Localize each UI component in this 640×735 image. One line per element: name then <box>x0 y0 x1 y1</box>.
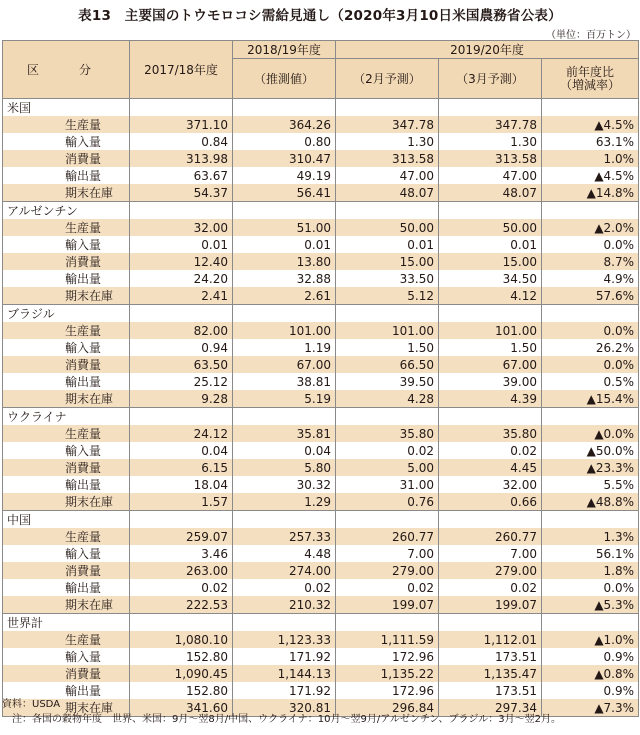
empty-cell <box>233 408 336 426</box>
value-yoy-rate: ▲0.8% <box>542 665 639 682</box>
value-mar-forecast: 260.77 <box>439 528 542 545</box>
value-feb-forecast: 15.00 <box>336 253 439 270</box>
value-mar-forecast: 7.00 <box>439 545 542 562</box>
item-label: 輸入量 <box>3 236 130 253</box>
value-mar-forecast: 1,135.47 <box>439 665 542 682</box>
value-mar-forecast: 67.00 <box>439 356 542 373</box>
table-row <box>3 425 639 442</box>
value-2017-18: 3.46 <box>130 545 233 562</box>
empty-cell <box>439 99 542 117</box>
country-row <box>3 99 639 117</box>
country-row <box>3 614 639 632</box>
value-mar-forecast: 48.07 <box>439 184 542 202</box>
item-label: 輸出量 <box>3 373 130 390</box>
empty-cell <box>233 202 336 220</box>
value-mar-forecast: 0.01 <box>439 236 542 253</box>
value-feb-forecast: 1.30 <box>336 133 439 150</box>
header-category: 区 分 <box>3 41 130 99</box>
item-label: 輸入量 <box>3 442 130 459</box>
table-row <box>3 116 639 133</box>
value-feb-forecast: 260.77 <box>336 528 439 545</box>
value-feb-forecast: 33.50 <box>336 270 439 287</box>
empty-cell <box>542 202 639 220</box>
value-yoy-rate: 26.2% <box>542 339 639 356</box>
empty-cell <box>542 614 639 632</box>
value-mar-forecast: 0.02 <box>439 579 542 596</box>
value-2018-19: 0.01 <box>233 236 336 253</box>
value-2018-19: 171.92 <box>233 648 336 665</box>
table-body <box>3 99 639 717</box>
value-2017-18: 1.57 <box>130 493 233 511</box>
empty-cell <box>233 99 336 117</box>
item-label: 輸出量 <box>3 167 130 184</box>
empty-cell <box>439 511 542 529</box>
empty-cell <box>336 408 439 426</box>
value-2018-19: 2.61 <box>233 287 336 305</box>
empty-cell <box>439 614 542 632</box>
value-2018-19: 38.81 <box>233 373 336 390</box>
value-2017-18: 222.53 <box>130 596 233 614</box>
value-yoy-rate: 1.8% <box>542 562 639 579</box>
footnotes <box>2 697 561 727</box>
table-row <box>3 150 639 167</box>
header-mar-forecast: （3月予測） <box>439 59 542 99</box>
country-name: アルゼンチン <box>3 202 130 220</box>
value-2017-18: 0.02 <box>130 579 233 596</box>
table-row <box>3 322 639 339</box>
value-mar-forecast: 313.58 <box>439 150 542 167</box>
empty-cell <box>336 305 439 323</box>
value-2018-19: 257.33 <box>233 528 336 545</box>
value-mar-forecast: 1.30 <box>439 133 542 150</box>
item-label: 消費量 <box>3 356 130 373</box>
value-2018-19: 4.48 <box>233 545 336 562</box>
table-row <box>3 596 639 614</box>
value-yoy-rate: 4.9% <box>542 270 639 287</box>
value-mar-forecast: 4.12 <box>439 287 542 305</box>
value-2017-18: 24.12 <box>130 425 233 442</box>
value-2017-18: 259.07 <box>130 528 233 545</box>
empty-cell <box>130 511 233 529</box>
value-2018-19: 0.02 <box>233 579 336 596</box>
value-yoy-rate: ▲23.3% <box>542 459 639 476</box>
empty-cell <box>130 99 233 117</box>
item-label: 輸出量 <box>3 579 130 596</box>
table-row <box>3 648 639 665</box>
empty-cell <box>233 305 336 323</box>
value-yoy-rate: ▲50.0% <box>542 442 639 459</box>
item-label: 輸出量 <box>3 682 130 699</box>
value-yoy-rate: 5.5% <box>542 476 639 493</box>
fiscal-year-note: 注：各国の穀物年度 世界、米国：9月～翌8月/中国、ウクライナ：10月～翌9月/アルゼンチン、ブラジル：3月～翌2月。 <box>12 714 562 725</box>
value-feb-forecast: 1,111.59 <box>336 631 439 648</box>
value-mar-forecast: 173.51 <box>439 648 542 665</box>
value-2018-19: 274.00 <box>233 562 336 579</box>
value-2017-18: 313.98 <box>130 150 233 167</box>
value-2018-19: 0.04 <box>233 442 336 459</box>
value-feb-forecast: 0.02 <box>336 579 439 596</box>
value-2017-18: 25.12 <box>130 373 233 390</box>
item-label: 輸入量 <box>3 648 130 665</box>
empty-cell <box>542 99 639 117</box>
table-row <box>3 373 639 390</box>
value-feb-forecast: 296.84 <box>336 699 439 717</box>
value-yoy-rate: 1.0% <box>542 150 639 167</box>
item-label: 輸出量 <box>3 476 130 493</box>
value-yoy-rate: ▲15.4% <box>542 390 639 408</box>
empty-cell <box>336 99 439 117</box>
value-yoy-rate: 0.0% <box>542 236 639 253</box>
value-2017-18: 152.80 <box>130 648 233 665</box>
value-2017-18: 54.37 <box>130 184 233 202</box>
empty-cell <box>233 511 336 529</box>
value-2017-18: 0.04 <box>130 442 233 459</box>
item-label: 消費量 <box>3 150 130 167</box>
header-2017-18: 2017/18年度 <box>130 41 233 99</box>
value-yoy-rate: 0.9% <box>542 682 639 699</box>
value-2017-18: 12.40 <box>130 253 233 270</box>
value-mar-forecast: 297.34 <box>439 699 542 717</box>
item-label: 生産量 <box>3 116 130 133</box>
item-label: 消費量 <box>3 562 130 579</box>
empty-cell <box>130 305 233 323</box>
item-label: 期末在庫 <box>3 390 130 408</box>
value-yoy-rate: 0.9% <box>542 648 639 665</box>
value-feb-forecast: 101.00 <box>336 322 439 339</box>
value-2017-18: 341.60 <box>130 699 233 717</box>
value-2018-19: 101.00 <box>233 322 336 339</box>
table-row <box>3 339 639 356</box>
value-mar-forecast: 50.00 <box>439 219 542 236</box>
value-2018-19: 210.32 <box>233 596 336 614</box>
item-label: 生産量 <box>3 219 130 236</box>
empty-cell <box>542 511 639 529</box>
value-feb-forecast: 31.00 <box>336 476 439 493</box>
empty-cell <box>439 305 542 323</box>
value-mar-forecast: 1.50 <box>439 339 542 356</box>
table-row <box>3 442 639 459</box>
value-2018-19: 5.80 <box>233 459 336 476</box>
empty-cell <box>439 408 542 426</box>
value-yoy-rate: ▲5.3% <box>542 596 639 614</box>
value-feb-forecast: 5.12 <box>336 287 439 305</box>
empty-cell <box>336 202 439 220</box>
table-row <box>3 390 639 408</box>
value-feb-forecast: 0.02 <box>336 442 439 459</box>
value-mar-forecast: 173.51 <box>439 682 542 699</box>
table-row <box>3 579 639 596</box>
value-2018-19: 1,123.33 <box>233 631 336 648</box>
header-2019-20: 2019/20年度 <box>336 41 639 59</box>
table-row <box>3 253 639 270</box>
value-yoy-rate: 0.0% <box>542 356 639 373</box>
value-feb-forecast: 313.58 <box>336 150 439 167</box>
value-2018-19: 171.92 <box>233 682 336 699</box>
header-yoy-line1: 前年度比 <box>566 64 615 79</box>
country-row <box>3 202 639 220</box>
value-2018-19: 32.88 <box>233 270 336 287</box>
value-mar-forecast: 35.80 <box>439 425 542 442</box>
unit-label: （単位：百万トン） <box>546 30 636 41</box>
value-feb-forecast: 39.50 <box>336 373 439 390</box>
value-yoy-rate: ▲0.0% <box>542 425 639 442</box>
value-2017-18: 0.84 <box>130 133 233 150</box>
value-yoy-rate: 56.1% <box>542 545 639 562</box>
item-label: 消費量 <box>3 253 130 270</box>
value-2018-19: 320.81 <box>233 699 336 717</box>
value-mar-forecast: 199.07 <box>439 596 542 614</box>
value-2018-19: 49.19 <box>233 167 336 184</box>
country-name: ブラジル <box>3 305 130 323</box>
value-yoy-rate: ▲48.8% <box>542 493 639 511</box>
value-yoy-rate: ▲4.5% <box>542 116 639 133</box>
header-yoy-line2: （増減率） <box>560 77 621 92</box>
empty-cell <box>542 305 639 323</box>
value-yoy-rate: 63.1% <box>542 133 639 150</box>
value-feb-forecast: 279.00 <box>336 562 439 579</box>
value-mar-forecast: 4.39 <box>439 390 542 408</box>
value-yoy-rate: 0.0% <box>542 579 639 596</box>
value-yoy-rate: ▲7.3% <box>542 699 639 717</box>
item-label: 輸入量 <box>3 133 130 150</box>
table-row <box>3 476 639 493</box>
header-2018-19: 2018/19年度 <box>233 41 336 59</box>
value-feb-forecast: 1,135.22 <box>336 665 439 682</box>
country-name: 世界計 <box>3 614 130 632</box>
value-2018-19: 67.00 <box>233 356 336 373</box>
value-yoy-rate: ▲1.0% <box>542 631 639 648</box>
table-row <box>3 287 639 305</box>
table-row <box>3 133 639 150</box>
value-2018-19: 1.29 <box>233 493 336 511</box>
value-feb-forecast: 1.50 <box>336 339 439 356</box>
value-yoy-rate: 8.7% <box>542 253 639 270</box>
value-2018-19: 56.41 <box>233 184 336 202</box>
table-row <box>3 545 639 562</box>
country-row <box>3 408 639 426</box>
value-2018-19: 13.80 <box>233 253 336 270</box>
table-row <box>3 167 639 184</box>
source-note: 資料：USDA <box>2 699 61 710</box>
value-mar-forecast: 347.78 <box>439 116 542 133</box>
value-feb-forecast: 5.00 <box>336 459 439 476</box>
value-2018-19: 364.26 <box>233 116 336 133</box>
header-yoy-rate <box>542 59 639 99</box>
table-title: 表13 主要国のトウモロコシ需給見通し（2020年3月10日米国農務省公表） <box>78 8 562 24</box>
value-mar-forecast: 39.00 <box>439 373 542 390</box>
value-yoy-rate: 0.0% <box>542 322 639 339</box>
value-2017-18: 63.50 <box>130 356 233 373</box>
value-feb-forecast: 4.28 <box>336 390 439 408</box>
value-2018-19: 51.00 <box>233 219 336 236</box>
value-2017-18: 1,090.45 <box>130 665 233 682</box>
value-feb-forecast: 347.78 <box>336 116 439 133</box>
value-feb-forecast: 7.00 <box>336 545 439 562</box>
value-mar-forecast: 4.45 <box>439 459 542 476</box>
header-feb-forecast: （2月予測） <box>336 59 439 99</box>
value-yoy-rate: ▲4.5% <box>542 167 639 184</box>
empty-cell <box>336 614 439 632</box>
item-label: 期末在庫 <box>3 699 130 717</box>
value-feb-forecast: 199.07 <box>336 596 439 614</box>
empty-cell <box>542 408 639 426</box>
value-mar-forecast: 0.02 <box>439 442 542 459</box>
value-mar-forecast: 0.66 <box>439 493 542 511</box>
item-label: 生産量 <box>3 425 130 442</box>
empty-cell <box>336 511 439 529</box>
value-feb-forecast: 0.01 <box>336 236 439 253</box>
value-mar-forecast: 32.00 <box>439 476 542 493</box>
item-label: 生産量 <box>3 322 130 339</box>
value-yoy-rate: ▲14.8% <box>542 184 639 202</box>
value-2018-19: 1.19 <box>233 339 336 356</box>
value-feb-forecast: 35.80 <box>336 425 439 442</box>
value-2017-18: 6.15 <box>130 459 233 476</box>
value-yoy-rate: ▲2.0% <box>542 219 639 236</box>
value-feb-forecast: 47.00 <box>336 167 439 184</box>
value-2017-18: 371.10 <box>130 116 233 133</box>
value-yoy-rate: 57.6% <box>542 287 639 305</box>
value-2018-19: 0.80 <box>233 133 336 150</box>
table-row <box>3 219 639 236</box>
country-name: ウクライナ <box>3 408 130 426</box>
value-yoy-rate: 0.5% <box>542 373 639 390</box>
empty-cell <box>130 614 233 632</box>
table-row <box>3 562 639 579</box>
value-feb-forecast: 0.76 <box>336 493 439 511</box>
item-label: 期末在庫 <box>3 596 130 614</box>
table-row <box>3 236 639 253</box>
table-row <box>3 665 639 682</box>
value-2017-18: 24.20 <box>130 270 233 287</box>
value-2017-18: 9.28 <box>130 390 233 408</box>
item-label: 期末在庫 <box>3 184 130 202</box>
value-2018-19: 30.32 <box>233 476 336 493</box>
value-2018-19: 310.47 <box>233 150 336 167</box>
table-row <box>3 356 639 373</box>
value-2018-19: 35.81 <box>233 425 336 442</box>
table-row <box>3 493 639 511</box>
value-feb-forecast: 50.00 <box>336 219 439 236</box>
value-2017-18: 82.00 <box>130 322 233 339</box>
item-label: 輸入量 <box>3 339 130 356</box>
value-2017-18: 0.01 <box>130 236 233 253</box>
item-label: 期末在庫 <box>3 493 130 511</box>
value-mar-forecast: 101.00 <box>439 322 542 339</box>
value-2017-18: 2.41 <box>130 287 233 305</box>
item-label: 生産量 <box>3 631 130 648</box>
item-label: 期末在庫 <box>3 287 130 305</box>
item-label: 輸入量 <box>3 545 130 562</box>
value-feb-forecast: 48.07 <box>336 184 439 202</box>
value-feb-forecast: 172.96 <box>336 648 439 665</box>
value-2018-19: 5.19 <box>233 390 336 408</box>
country-row <box>3 305 639 323</box>
item-label: 生産量 <box>3 528 130 545</box>
value-2018-19: 1,144.13 <box>233 665 336 682</box>
value-2017-18: 152.80 <box>130 682 233 699</box>
empty-cell <box>130 408 233 426</box>
header-estimate: （推測値） <box>233 59 336 99</box>
value-2017-18: 263.00 <box>130 562 233 579</box>
country-name: 米国 <box>3 99 130 117</box>
value-mar-forecast: 47.00 <box>439 167 542 184</box>
table-row <box>3 631 639 648</box>
value-2017-18: 18.04 <box>130 476 233 493</box>
table-row <box>3 270 639 287</box>
country-row <box>3 511 639 529</box>
value-yoy-rate: 1.3% <box>542 528 639 545</box>
table-row <box>3 528 639 545</box>
empty-cell <box>439 202 542 220</box>
value-mar-forecast: 279.00 <box>439 562 542 579</box>
value-feb-forecast: 172.96 <box>336 682 439 699</box>
empty-cell <box>233 614 336 632</box>
value-feb-forecast: 66.50 <box>336 356 439 373</box>
table-row <box>3 459 639 476</box>
value-2017-18: 63.67 <box>130 167 233 184</box>
item-label: 消費量 <box>3 665 130 682</box>
empty-cell <box>130 202 233 220</box>
value-2017-18: 32.00 <box>130 219 233 236</box>
value-mar-forecast: 1,112.01 <box>439 631 542 648</box>
table-row <box>3 184 639 202</box>
value-mar-forecast: 15.00 <box>439 253 542 270</box>
value-mar-forecast: 34.50 <box>439 270 542 287</box>
country-name: 中国 <box>3 511 130 529</box>
value-2017-18: 0.94 <box>130 339 233 356</box>
item-label: 輸出量 <box>3 270 130 287</box>
supply-demand-table <box>2 40 639 717</box>
value-2017-18: 1,080.10 <box>130 631 233 648</box>
item-label: 消費量 <box>3 459 130 476</box>
